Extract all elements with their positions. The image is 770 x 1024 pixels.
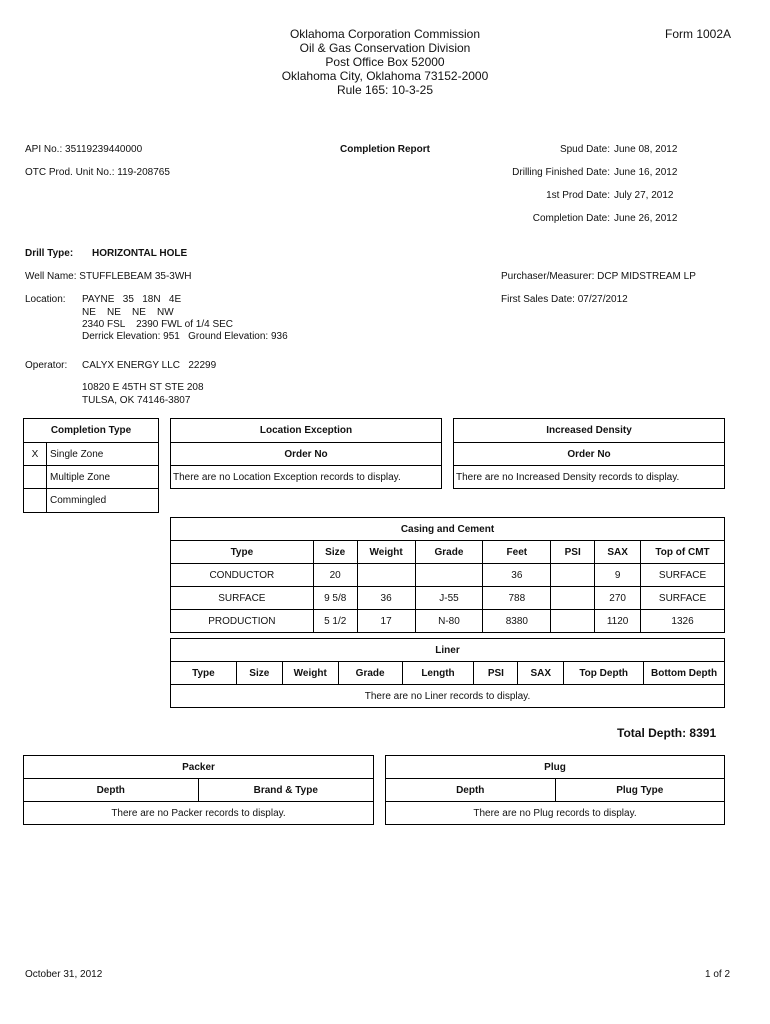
liner-col-size: Size: [236, 662, 282, 685]
page-number: 1 of 2: [705, 969, 731, 980]
casing-col-top-cmt: Top of CMT: [641, 541, 725, 564]
packer-title: Packer: [24, 756, 374, 779]
plug-col-type: Plug Type: [555, 779, 725, 802]
location-exception-empty: There are no Location Exception records to display.: [173, 471, 401, 483]
casing-cell: 788: [483, 587, 551, 610]
casing-cell: 5 1/2: [313, 610, 357, 633]
location-line-3: 2340 FSL 2390 FWL of 1/4 SEC: [82, 319, 234, 330]
casing-cell: 8380: [483, 610, 551, 633]
liner-col-grade: Grade: [338, 662, 402, 685]
operator-address-1: 10820 E 45TH ST STE 208: [82, 382, 204, 393]
casing-cell: SURFACE: [641, 564, 725, 587]
packer-table: [23, 755, 374, 825]
location-exception-title: Location Exception: [259, 425, 353, 436]
header-line-3: Post Office Box 52000: [325, 55, 445, 69]
drilling-finished-value: June 16, 2012: [614, 167, 678, 178]
casing-cell: 17: [357, 610, 415, 633]
commingled-mark: [24, 489, 46, 512]
agency-header: [0, 27, 770, 97]
liner-title: Liner: [171, 639, 725, 662]
first-sales-date: First Sales Date: 07/27/2012: [501, 294, 628, 305]
casing-col-grade: Grade: [415, 541, 483, 564]
increased-density-empty: There are no Increased Density records to display.: [456, 471, 680, 483]
purchaser-measurer: Purchaser/Measurer: DCP MIDSTREAM LP: [501, 271, 696, 282]
spud-date-value: June 08, 2012: [614, 144, 678, 155]
liner-col-top-depth: Top Depth: [564, 662, 644, 685]
well-name: Well Name: STUFFLEBEAM 35-3WH: [25, 271, 192, 282]
header-line-4: Oklahoma City, Oklahoma 73152-2000: [281, 69, 489, 83]
liner-table: [170, 638, 725, 708]
casing-col-type: Type: [171, 541, 314, 564]
first-prod-label: 1st Prod Date:: [546, 190, 610, 201]
packer-empty: There are no Packer records to display.: [24, 802, 374, 825]
casing-cell: 270: [595, 587, 641, 610]
packer-col-depth: Depth: [24, 779, 199, 802]
plug-col-depth: Depth: [386, 779, 556, 802]
table-row: [171, 564, 725, 587]
header-line-5: Rule 165: 10-3-25: [336, 83, 434, 97]
casing-col-size: Size: [313, 541, 357, 564]
header-line-2: Oil & Gas Conservation Division: [299, 41, 471, 55]
drill-type-value: HORIZONTAL HOLE: [92, 248, 188, 259]
casing-col-weight: Weight: [357, 541, 415, 564]
single-zone-mark: X: [31, 448, 39, 460]
casing-cell: PRODUCTION: [171, 610, 314, 633]
casing-cell: 20: [313, 564, 357, 587]
completion-type-title: Completion Type: [50, 425, 132, 436]
report-title: Completion Report: [340, 144, 430, 155]
completion-row-commingled: [24, 488, 158, 512]
footer-date: October 31, 2012: [25, 969, 103, 980]
casing-cell: 9: [595, 564, 641, 587]
otc-unit-number: OTC Prod. Unit No.: 119-208765: [25, 167, 170, 178]
liner-col-bottom-depth: Bottom Depth: [644, 662, 725, 685]
location-line-2: NE NE NE NW: [82, 307, 174, 318]
liner-col-weight: Weight: [282, 662, 338, 685]
casing-col-psi: PSI: [551, 541, 595, 564]
multiple-zone-mark: [24, 466, 46, 488]
casing-cell: 1326: [641, 610, 725, 633]
location-label: Location:: [25, 294, 66, 305]
commingled-label: Commingled: [46, 489, 158, 512]
casing-cell: SURFACE: [171, 587, 314, 610]
operator-value: CALYX ENERGY LLC 22299: [82, 360, 217, 371]
increased-density-table: [453, 418, 725, 489]
operator-label: Operator:: [25, 360, 68, 371]
liner-col-sax: SAX: [518, 662, 564, 685]
casing-cell: N-80: [415, 610, 483, 633]
liner-col-psi: PSI: [474, 662, 518, 685]
table-row: [171, 610, 725, 633]
completion-type-table: [23, 418, 159, 513]
header-line-1: Oklahoma Corporation Commission: [289, 27, 481, 41]
location-exception-table: [170, 418, 442, 489]
liner-col-length: Length: [402, 662, 474, 685]
drill-type-label: Drill Type:: [25, 248, 74, 259]
table-row: [171, 587, 725, 610]
multiple-zone-label: Multiple Zone: [46, 466, 158, 488]
casing-cell: 36: [483, 564, 551, 587]
plug-empty: There are no Plug records to display.: [386, 802, 725, 825]
casing-cell: [415, 564, 483, 587]
casing-col-sax: SAX: [595, 541, 641, 564]
casing-cell: SURFACE: [641, 587, 725, 610]
completion-date-value: June 26, 2012: [614, 213, 678, 224]
increased-density-title: Increased Density: [546, 425, 632, 436]
operator-address-2: TULSA, OK 74146-3807: [82, 395, 191, 406]
location-line-4: Derrick Elevation: 951 Ground Elevation: 936: [82, 331, 288, 342]
liner-col-type: Type: [171, 662, 237, 685]
plug-title: Plug: [386, 756, 725, 779]
location-exception-order-header: Order No: [284, 448, 328, 460]
location-line-1: PAYNE 35 18N 4E: [82, 294, 182, 305]
packer-col-brand-type: Brand & Type: [198, 779, 374, 802]
spud-date-label: Spud Date:: [559, 144, 610, 155]
casing-cell: 9 5/8: [313, 587, 357, 610]
increased-density-order-header: Order No: [567, 448, 611, 460]
completion-row-multiple: [24, 465, 158, 488]
first-prod-value: July 27, 2012: [614, 190, 674, 201]
casing-cell: [551, 564, 595, 587]
casing-header-row: [171, 541, 725, 564]
api-number: API No.: 35119239440000: [25, 144, 143, 155]
plug-table: [385, 755, 725, 825]
casing-cell: CONDUCTOR: [171, 564, 314, 587]
liner-header-row: [171, 662, 725, 685]
casing-col-feet: Feet: [483, 541, 551, 564]
casing-cell: [551, 587, 595, 610]
casing-cell: J-55: [415, 587, 483, 610]
casing-cement-table: [170, 517, 725, 633]
casing-cell: [551, 610, 595, 633]
completion-row-single: [24, 442, 158, 465]
liner-empty: There are no Liner records to display.: [171, 685, 725, 708]
casing-cement-title: Casing and Cement: [171, 518, 725, 541]
casing-cell: 36: [357, 587, 415, 610]
total-depth: Total Depth: 8391: [617, 726, 717, 740]
casing-cell: [357, 564, 415, 587]
drilling-finished-label: Drilling Finished Date:: [512, 167, 610, 178]
single-zone-label: Single Zone: [46, 443, 158, 465]
casing-cell: 1120: [595, 610, 641, 633]
form-number: Form 1002A: [665, 27, 732, 41]
completion-date-label: Completion Date:: [532, 213, 610, 224]
